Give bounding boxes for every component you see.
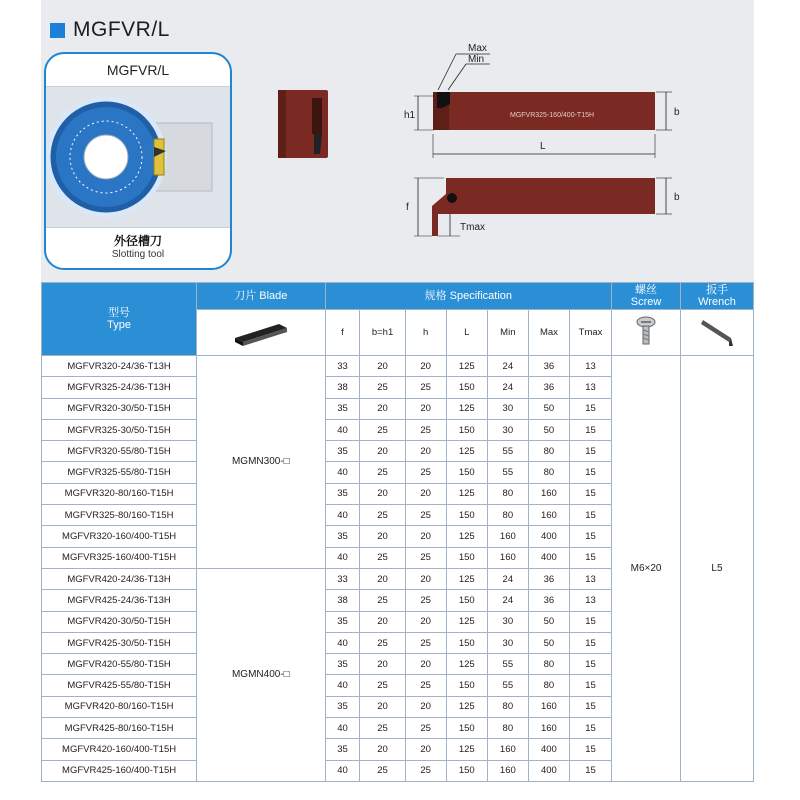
min-cell: 160 [487,760,528,781]
tmax-cell: 15 [569,675,611,696]
min-cell: 30 [487,632,528,653]
h-cell: 25 [405,675,446,696]
min-cell: 80 [487,718,528,739]
max-cell: 36 [528,377,569,398]
wrench-header [680,283,753,310]
h-cell: 25 [405,505,446,526]
tmax-cell: 15 [569,632,611,653]
type-cell: MGFVR420-30/50-T15H [42,611,197,632]
max-cell: 160 [528,696,569,717]
min-cell: 55 [487,441,528,462]
f-cell: 35 [325,483,360,504]
max-cell: 400 [528,760,569,781]
dimension-drawing [398,30,698,260]
tmax-cell: 13 [569,377,611,398]
l-cell: 125 [446,568,487,589]
tmax-cell: 15 [569,547,611,568]
max-cell: 50 [528,419,569,440]
l-cell: 125 [446,696,487,717]
type-cell: MGFVR420-80/160-T15H [42,696,197,717]
b_h1-cell: 25 [360,675,405,696]
max-cell: 400 [528,547,569,568]
h-cell: 25 [405,590,446,611]
type-cell: MGFVR320-24/36-T13H [42,356,197,377]
wrench-header-cn: 扳手 [705,283,728,296]
col-header-max: Max [528,310,569,356]
min-cell: 160 [487,739,528,760]
h-cell: 20 [405,654,446,675]
type-cell: MGFVR425-80/160-T15H [42,718,197,739]
max-cell: 160 [528,483,569,504]
max-cell: 80 [528,441,569,462]
page-title [50,18,170,42]
technical-drawing [398,30,698,260]
tmax-cell: 13 [569,568,611,589]
min-cell: 30 [487,398,528,419]
b_h1-cell: 25 [360,632,405,653]
l-cell: 150 [446,377,487,398]
h-cell: 25 [405,718,446,739]
hex-wrench-icon [697,314,737,348]
f-label: f [406,202,409,213]
f-cell: 33 [325,568,360,589]
l-cell: 125 [446,483,487,504]
l-label: L [540,141,546,152]
f-cell: 35 [325,441,360,462]
f-cell: 35 [325,739,360,760]
f-cell: 35 [325,398,360,419]
page-title-text: MGFVR/L [73,18,170,41]
type-cell: MGFVR420-160/400-T15H [42,739,197,760]
type-cell: MGFVR420-24/36-T13H [42,568,197,589]
h-cell: 20 [405,356,446,377]
h-cell: 20 [405,611,446,632]
l-cell: 150 [446,675,487,696]
h-cell: 20 [405,441,446,462]
max-cell: 36 [528,568,569,589]
max-cell: 400 [528,526,569,547]
f-cell: 35 [325,611,360,632]
h-cell: 25 [405,632,446,653]
min-cell: 24 [487,568,528,589]
b_h1-cell: 25 [360,462,405,483]
type-cell: MGFVR425-55/80-T15H [42,675,197,696]
tmax-cell: 15 [569,739,611,760]
b_h1-cell: 25 [360,377,405,398]
b_h1-cell: 25 [360,547,405,568]
min-cell: 30 [487,611,528,632]
max-cell: 400 [528,739,569,760]
l-cell: 150 [446,505,487,526]
col-header-h: h [405,310,446,356]
b_h1-cell: 25 [360,760,405,781]
max-cell: 36 [528,356,569,377]
type-cell: MGFVR425-160/400-T15H [42,760,197,781]
title-square-icon [50,23,65,38]
caption-en: Slotting tool [111,249,165,260]
type-header-en: Type [107,319,131,331]
col-header-min: Min [487,310,528,356]
f-cell: 40 [325,718,360,739]
b_h1-cell: 20 [360,526,405,547]
wrench-image-cell [680,310,753,356]
min-cell: 24 [487,590,528,611]
b_h1-cell: 25 [360,718,405,739]
b_h1-cell: 25 [360,590,405,611]
col-header-f: f [325,310,360,356]
blade-group-cell: MGMN400-□ [197,568,325,781]
type-cell: MGFVR320-55/80-T15H [42,441,197,462]
min-cell: 160 [487,547,528,568]
tmax-cell: 15 [569,441,611,462]
f-cell: 40 [325,760,360,781]
screw-cell: M6×20 [612,356,681,782]
holder-end-view-icon [276,88,334,160]
b_h1-cell: 20 [360,356,405,377]
b_h1-cell: 20 [360,483,405,504]
type-cell: MGFVR325-24/36-T13H [42,377,197,398]
screw-image-cell [612,310,681,356]
min-cell: 80 [487,505,528,526]
col-header-b-h1: b=h1 [360,310,405,356]
table-row [42,356,754,377]
workpiece-ring-icon [46,87,230,227]
f-cell: 40 [325,675,360,696]
f-cell: 33 [325,356,360,377]
h-cell: 20 [405,483,446,504]
blade-group-cell: MGMN300-□ [197,356,325,569]
col-header-tmax: Tmax [569,310,611,356]
tmax-cell: 13 [569,590,611,611]
col-header-l: L [446,310,487,356]
max-cell: 80 [528,462,569,483]
h-cell: 25 [405,547,446,568]
min-cell: 55 [487,675,528,696]
max-cell: 50 [528,611,569,632]
min-cell: 24 [487,377,528,398]
b_h1-cell: 25 [360,419,405,440]
b-label-bottom: b [674,192,680,203]
tmax-label: Tmax [460,222,485,233]
min-cell: 55 [487,462,528,483]
holder-label: MGFVR325-160/400-T15H [510,112,595,119]
h-cell: 20 [405,568,446,589]
holder-top-view [446,178,655,214]
type-cell: MGFVR320-30/50-T15H [42,398,197,419]
min-cell: 160 [487,526,528,547]
max-cell: 50 [528,632,569,653]
b_h1-cell: 20 [360,696,405,717]
f-cell: 35 [325,696,360,717]
tmax-cell: 15 [569,419,611,440]
tmax-cell: 15 [569,611,611,632]
b_h1-cell: 20 [360,611,405,632]
type-cell: MGFVR425-30/50-T15H [42,632,197,653]
l-cell: 125 [446,739,487,760]
wrench-header-en: Wrench [698,296,736,308]
b_h1-cell: 20 [360,398,405,419]
l-cell: 150 [446,590,487,611]
h1-label: h1 [404,110,416,121]
screw-header-cn: 螺丝 [635,283,658,296]
type-cell: MGFVR325-30/50-T15H [42,419,197,440]
tmax-cell: 13 [569,356,611,377]
holder-photo [276,88,334,160]
min-cell: 80 [487,483,528,504]
f-cell: 40 [325,632,360,653]
type-header-cn: 型号 [108,306,131,319]
screw-header [612,283,681,310]
h-cell: 20 [405,398,446,419]
f-cell: 40 [325,419,360,440]
l-cell: 150 [446,760,487,781]
l-cell: 150 [446,632,487,653]
min-cell: 30 [487,419,528,440]
caption-cn: 外径槽刀 [113,234,162,248]
holder-side-view [433,92,655,130]
tmax-cell: 15 [569,505,611,526]
b_h1-cell: 20 [360,568,405,589]
type-cell: MGFVR320-160/400-T15H [42,526,197,547]
l-cell: 150 [446,419,487,440]
b_h1-cell: 25 [360,505,405,526]
type-cell: MGFVR425-24/36-T13H [42,590,197,611]
f-cell: 35 [325,526,360,547]
blade-header: 刀片 Blade [197,283,325,310]
l-cell: 150 [446,718,487,739]
f-cell: 38 [325,590,360,611]
l-cell: 150 [446,547,487,568]
h-cell: 25 [405,419,446,440]
max-cell: 36 [528,590,569,611]
spec-table [41,282,754,782]
tmax-cell: 15 [569,526,611,547]
f-cell: 40 [325,505,360,526]
type-cell: MGFVR320-80/160-T15H [42,483,197,504]
l-cell: 125 [446,398,487,419]
card-caption [46,228,230,260]
f-cell: 38 [325,377,360,398]
max-cell: 160 [528,718,569,739]
h-cell: 20 [405,696,446,717]
b_h1-cell: 20 [360,739,405,760]
b_h1-cell: 20 [360,654,405,675]
l-cell: 125 [446,526,487,547]
tmax-cell: 15 [569,483,611,504]
f-cell: 40 [325,462,360,483]
h-cell: 20 [405,739,446,760]
min-cell: 24 [487,356,528,377]
tmax-cell: 15 [569,696,611,717]
tmax-cell: 15 [569,462,611,483]
l-cell: 125 [446,654,487,675]
blade-insert-icon [231,320,291,346]
workpiece-illustration [46,86,230,228]
tmax-cell: 15 [569,654,611,675]
type-cell: MGFVR420-55/80-T15H [42,654,197,675]
card-header: MGFVR/L [106,62,170,78]
h-cell: 25 [405,377,446,398]
screw-icon [631,314,661,348]
min-cell: 80 [487,696,528,717]
f-cell: 40 [325,547,360,568]
type-cell: MGFVR325-80/160-T15H [42,505,197,526]
min-cell: 55 [487,654,528,675]
max-cell: 80 [528,675,569,696]
min-label: Min [468,54,485,65]
h-cell: 20 [405,526,446,547]
screw-header-en: Screw [630,296,662,308]
max-cell: 80 [528,654,569,675]
l-cell: 125 [446,611,487,632]
spec-header: 规格 Specification [325,283,612,310]
tool-type-card [44,52,232,270]
type-header [42,283,197,356]
tmax-cell: 15 [569,718,611,739]
blade-image-cell [197,310,325,356]
h-cell: 25 [405,760,446,781]
tmax-cell: 15 [569,398,611,419]
tmax-cell: 15 [569,760,611,781]
wrench-cell: L5 [680,356,753,782]
max-label: Max [468,43,487,54]
l-cell: 125 [446,356,487,377]
type-cell: MGFVR325-160/400-T15H [42,547,197,568]
b-label-top: b [674,107,680,118]
f-cell: 35 [325,654,360,675]
max-cell: 160 [528,505,569,526]
type-cell: MGFVR325-55/80-T15H [42,462,197,483]
max-cell: 50 [528,398,569,419]
l-cell: 150 [446,462,487,483]
b_h1-cell: 20 [360,441,405,462]
spec-table-body [42,356,754,782]
l-cell: 125 [446,441,487,462]
h-cell: 25 [405,462,446,483]
